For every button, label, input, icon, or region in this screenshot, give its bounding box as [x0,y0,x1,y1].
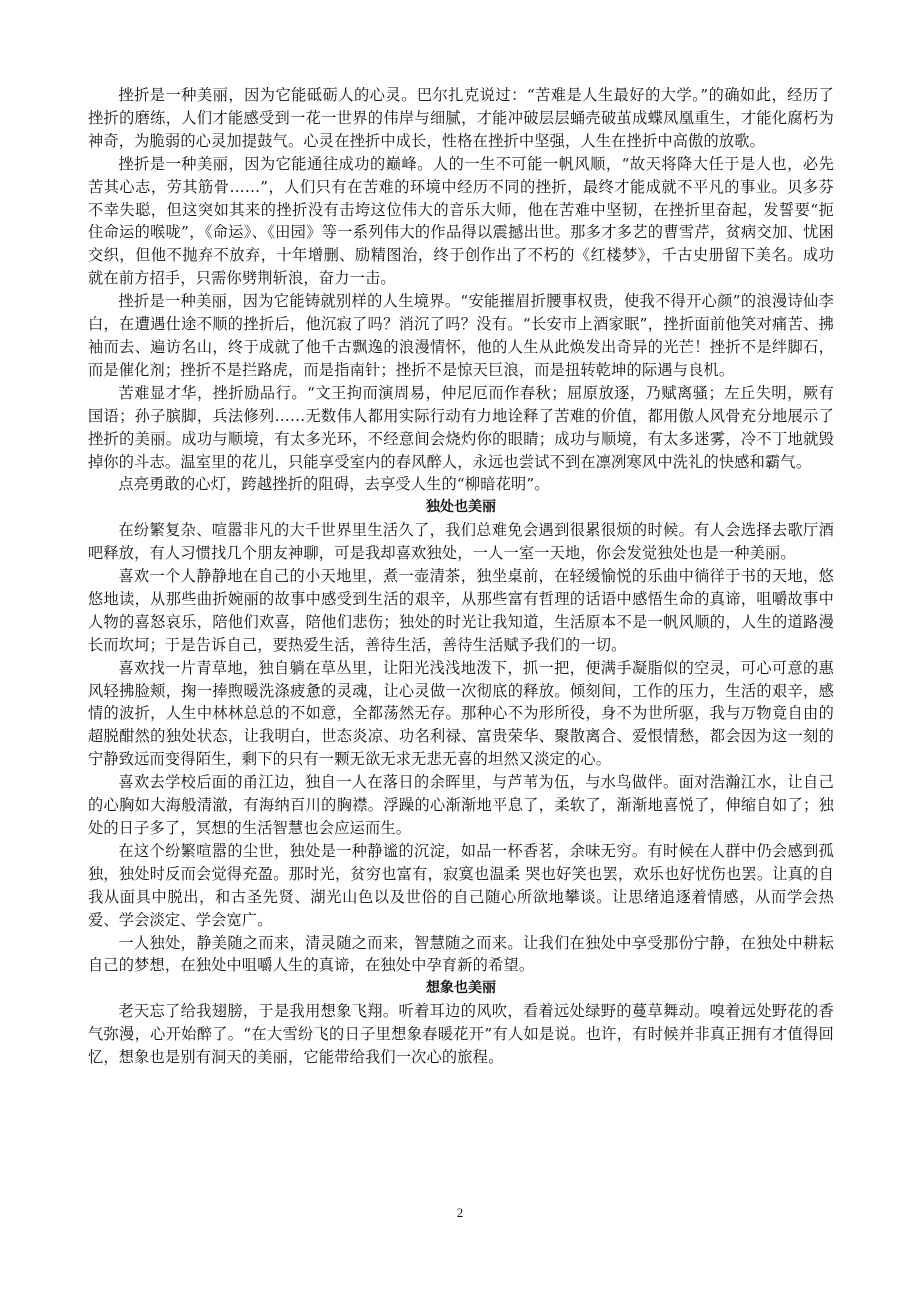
paragraph: 喜欢去学校后面的甬江边，独自一人在落日的余晖里，与芦苇为伍，与水鸟做伴。面对浩瀚江水，让自己的心胸如大海般清澈，有海纳百川的胸襟。浮躁的心渐渐地平息了，柔软了，渐渐地喜悦了，伸缩自如了；独处的日子多了，冥想的生活智慧也会应运而生。 [88,773,834,837]
paragraph: 喜欢一个人静静地在自己的小天地里，煮一壶清茶，独坐桌前，在轻缓愉悦的乐曲中徜徉于书的天地，悠悠地读，从那些曲折婉丽的故事中感受到生活的艰辛，从那些富有哲理的话语中感悟生命的真谛，咀嚼故事中人物的喜怒哀乐，陪他们欢喜，陪他们悲伤；独处的时光让我知道，生活原本不是一帆风顺的，人生的道路漫长而坎坷；于是告诉自己，要热爱生活，善待生活，善待生活赋予我们的一切。 [88,567,834,654]
paragraph: 挫折是一种美丽，因为它能通往成功的巅峰。人的一生不可能一帆风顺，“故天将降大任于是人也，必先苦其心志，劳其筋骨……”，人们只有在苦难的环境中经历不同的挫折，最终才能成就不平凡的事业。贝多芬不幸失聪，但这突如其来的挫折没有击垮这位伟大的音乐大师，他在苦难中坚韧，在挫折里奋起，发誓要“扼住命运的喉咙”，《命运》、《田园》等一系列伟大的作品得以震撼出世。那多才多艺的曹雪芹，贫病交加、忧困交织，但他不抛弃不放弃，十年增删、励精图治，终于创作出了不朽的《红楼梦》，千古史册留下美名。成功就在前方招手，只需你劈荆斩浪，奋力一击。 [88,154,834,288]
paragraph: 挫折是一种美丽，因为它能砥砺人的心灵。巴尔扎克说过：“苦难是人生最好的大学。”的确如此，经历了挫折的磨练，人们才能感受到一花一世界的伟岸与细腻，才能冲破层层蛹壳破茧成蝶凤凰重生，才能化腐朽为神奇，为脆弱的心灵加提鼓气。心灵在挫折中成长，性格在挫折中坚强，人生在挫折中高傲的放歌。 [88,86,834,150]
paragraph: 挫折是一种美丽，因为它能铸就别样的人生境界。“安能摧眉折腰事权贵，使我不得开心颜”的浪漫诗仙李白，在遭遇仕途不顺的挫折后，他沉寂了吗？消沉了吗？没有。“长安市上酒家眠”，挫折面前他笑对痛苦、拂袖而去、遍访名山，终于成就了他千古飘逸的浪漫情怀，他的人生从此焕发出奇异的光芒！挫折不是绊脚石，而是催化剂；挫折不是拦路虎，而是指南针；挫折不是惊天巨浪，而是扭转乾坤的际遇与良机。 [88,292,834,379]
paragraph: 点亮勇敢的心灯，跨越挫折的阻碍，去享受人生的“柳暗花明”。 [118,475,550,494]
section-title-solitude: 独处也美丽 [426,499,496,516]
paragraph: 苦难显才华，挫折励品行。“文王拘而演周易，仲尼厄而作春秋；屈原放逐，乃赋离骚；左丘失明，厥有国语；孙子膑脚，兵法修列……无数伟人都用实际行动有力地诠释了苦难的价值，都用傲人风骨充分地展示了挫折的美丽。成功与顺境，有太多光环，不经意间会烧灼你的眼睛；成功与顺境，有太多迷雾，冷不丁地就毁掉你的斗志。温室里的花儿，只能享受室内的春风醉人，永远也尝试不到在凛冽寒风中洗礼的快感和霸气。 [88,383,834,471]
section-title-imagination: 想象也美丽 [426,980,496,997]
paragraph: 老天忘了给我翅膀，于是我用想象飞翔。听着耳边的风吹，看着远处绿野的蔓草舞动。嗅着远处野花的香气弥漫，心开始醉了。“在大雪纷飞的日子里想象春暖花开”有人如是说。也许，有时候并非真正拥有才值得回忆，想象也是别有洞天的美丽，它能带给我们一次心的旅程。 [88,1002,834,1067]
paragraph: 一人独处，静美随之而来，清灵随之而来，智慧随之而来。让我们在独处中享受那份宁静，在独处中耕耘自己的梦想，在独处中咀嚼人生的真谛，在独处中孕育新的希望。 [88,933,834,975]
paragraph: 在这个纷繁喧嚣的尘世，独处是一种静谧的沉淀，如品一杯香茗，余味无穷。有时候在人群中仍会感到孤独，独处时反而会觉得充盈。那时光，贫穷也富有，寂寞也温柔 哭也好笑也罢，欢乐也好忧伤也罢。让真的自我从面具中脱出，和古圣先贤、湖光山色以及世俗的自己随心所欲地攀谈。让思绪追逐着情感，从而学会热爱、学会淡定、学会宽广。 [88,841,834,929]
document-body [88,84,834,1069]
paragraph: 喜欢找一片青草地，独自躺在草丛里，让阳光浅浅地泼下，抓一把，便满手凝脂似的空灵，可心可意的惠风轻拂脸颊，掬一捧煦暖洗涤疲惫的灵魂，让心灵做一次彻底的释放。倾刻间，工作的压力，生活的艰辛，感情的波折，人生中林林总总的不如意，全都荡然无存。那种心不为形所役，身不为世所驱，我与万物竟自由的超脱酣然的独处状态，让我明白，世态炎凉、功名利禄、富贵荣华、聚散离合、爱恨情愁，都会因为这一刻的宁静致远而变得陌生，剩下的只有一颗无欲无求无悲无喜的坦然又淡定的心。 [88,658,834,769]
page-number: 2 [456,1205,464,1220]
paragraph: 在纷繁复杂、喧嚣非凡的大千世界里生活久了，我们总难免会遇到很累很烦的时候。有人会选择去歌厅酒吧释放，有人习惯找几个朋友神聊，可是我却喜欢独处，一人一室一天地，你会发觉独处也是一种美丽。 [88,521,834,563]
